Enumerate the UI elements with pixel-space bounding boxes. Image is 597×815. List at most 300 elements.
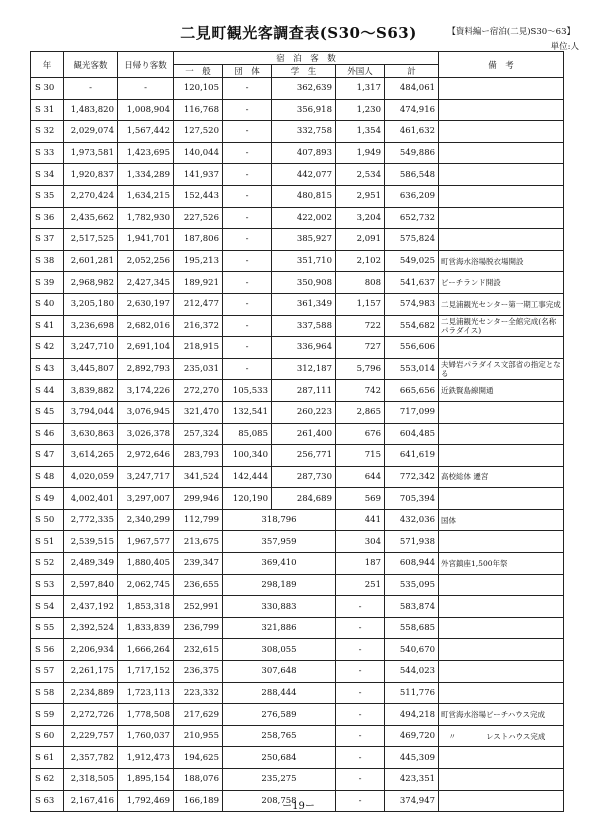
cell-total: 558,685 — [385, 617, 439, 639]
cell-group-student: 276,589 — [223, 704, 336, 726]
cell-day-trip: 3,297,007 — [118, 488, 174, 510]
cell-total: 445,309 — [385, 747, 439, 769]
cell-student: 287,730 — [272, 466, 336, 488]
cell-visitors: 2,435,662 — [64, 207, 118, 229]
table-row — [31, 337, 564, 359]
cell-group: - — [223, 250, 272, 272]
cell-year: S 45 — [31, 401, 64, 423]
cell-group: - — [223, 207, 272, 229]
cell-day-trip: 1,760,037 — [118, 725, 174, 747]
table-row — [31, 315, 564, 337]
cell-foreign: 569 — [336, 488, 385, 510]
cell-year: S 34 — [31, 164, 64, 186]
cell-student: 336,964 — [272, 337, 336, 359]
cell-group-student: 307,648 — [223, 661, 336, 683]
cell-visitors: 2,392,524 — [64, 617, 118, 639]
cell-day-trip: 1,717,152 — [118, 661, 174, 683]
cell-year: S 35 — [31, 185, 64, 207]
cell-foreign: - — [336, 747, 385, 769]
cell-general: 236,375 — [174, 661, 223, 683]
cell-day-trip: 2,682,016 — [118, 315, 174, 337]
cell-foreign: - — [336, 725, 385, 747]
cell-year: S 33 — [31, 142, 64, 164]
cell-visitors: - — [64, 78, 118, 100]
cell-group-student: 208,758 — [223, 790, 336, 812]
cell-group: 85,085 — [223, 423, 272, 445]
cell-total: 652,732 — [385, 207, 439, 229]
cell-visitors: 2,489,349 — [64, 553, 118, 575]
cell-foreign: 1,949 — [336, 142, 385, 164]
cell-visitors: 2,272,726 — [64, 704, 118, 726]
cell-total: 556,606 — [385, 337, 439, 359]
cell-foreign: - — [336, 661, 385, 683]
cell-total: 494,218 — [385, 704, 439, 726]
header-foreign: 外国人 — [336, 65, 385, 78]
cell-group: - — [223, 272, 272, 294]
table-row — [31, 445, 564, 467]
table-row — [31, 574, 564, 596]
cell-general: 120,105 — [174, 78, 223, 100]
cell-group: 142,444 — [223, 466, 272, 488]
cell-total: 540,670 — [385, 639, 439, 661]
cell-day-trip: 2,427,345 — [118, 272, 174, 294]
cell-foreign: 715 — [336, 445, 385, 467]
cell-visitors: 3,205,180 — [64, 293, 118, 315]
cell-general: 166,189 — [174, 790, 223, 812]
cell-total: 484,061 — [385, 78, 439, 100]
cell-group-student: 258,765 — [223, 725, 336, 747]
cell-general: 341,524 — [174, 466, 223, 488]
table-row — [31, 142, 564, 164]
table-row — [31, 704, 564, 726]
cell-visitors: 1,973,581 — [64, 142, 118, 164]
table-row — [31, 250, 564, 272]
cell-general: 223,332 — [174, 682, 223, 704]
cell-remarks — [439, 142, 564, 164]
cell-year: S 31 — [31, 99, 64, 121]
cell-year: S 54 — [31, 596, 64, 618]
cell-total: 608,944 — [385, 553, 439, 575]
cell-visitors: 2,318,505 — [64, 769, 118, 791]
cell-group: 132,541 — [223, 401, 272, 423]
cell-day-trip: 1,334,289 — [118, 164, 174, 186]
cell-day-trip: 2,052,256 — [118, 250, 174, 272]
cell-group: 105,533 — [223, 380, 272, 402]
cell-visitors: 3,614,265 — [64, 445, 118, 467]
reference-label: 【資料編ー宿泊(二見)S30〜63】 — [447, 27, 575, 37]
cell-remarks — [439, 488, 564, 510]
cell-year: S 46 — [31, 423, 64, 445]
cell-remarks — [439, 164, 564, 186]
cell-year: S 55 — [31, 617, 64, 639]
table-row — [31, 293, 564, 315]
cell-student: 337,588 — [272, 315, 336, 337]
table-row — [31, 121, 564, 143]
cell-day-trip: 1,634,215 — [118, 185, 174, 207]
cell-day-trip: 1,723,113 — [118, 682, 174, 704]
cell-year: S 39 — [31, 272, 64, 294]
cell-year: S 61 — [31, 747, 64, 769]
cell-year: S 38 — [31, 250, 64, 272]
cell-general: 188,076 — [174, 769, 223, 791]
cell-group-student: 357,959 — [223, 531, 336, 553]
cell-remarks — [439, 639, 564, 661]
cell-foreign: 251 — [336, 574, 385, 596]
cell-day-trip: 1,423,695 — [118, 142, 174, 164]
cell-general: 257,324 — [174, 423, 223, 445]
table-row — [31, 639, 564, 661]
header-group: 団 体 — [223, 65, 272, 78]
cell-visitors: 1,920,837 — [64, 164, 118, 186]
cell-foreign: 5,796 — [336, 358, 385, 380]
cell-foreign: 2,102 — [336, 250, 385, 272]
cell-general: 252,991 — [174, 596, 223, 618]
cell-student: 407,893 — [272, 142, 336, 164]
cell-remarks: 外宮鎮座1,500年祭 — [439, 553, 564, 575]
cell-general: 321,470 — [174, 401, 223, 423]
cell-total: 604,485 — [385, 423, 439, 445]
cell-day-trip: 1,792,469 — [118, 790, 174, 812]
cell-visitors: 2,597,840 — [64, 574, 118, 596]
cell-general: 236,655 — [174, 574, 223, 596]
table-row — [31, 401, 564, 423]
cell-day-trip: 1,782,930 — [118, 207, 174, 229]
cell-group-student: 235,275 — [223, 769, 336, 791]
cell-year: S 53 — [31, 574, 64, 596]
table-body — [31, 78, 564, 812]
cell-general: 218,915 — [174, 337, 223, 359]
cell-total: 772,342 — [385, 466, 439, 488]
cell-student: 256,771 — [272, 445, 336, 467]
cell-visitors: 4,020,059 — [64, 466, 118, 488]
cell-remarks — [439, 207, 564, 229]
cell-group-student: 288,444 — [223, 682, 336, 704]
cell-remarks — [439, 596, 564, 618]
cell-day-trip: 1,895,154 — [118, 769, 174, 791]
cell-visitors: 3,445,807 — [64, 358, 118, 380]
table-row — [31, 272, 564, 294]
cell-foreign: 2,091 — [336, 229, 385, 251]
cell-remarks: 国体 — [439, 509, 564, 531]
cell-day-trip: 1,567,442 — [118, 121, 174, 143]
cell-remarks: 高校総体 遷宮 — [439, 466, 564, 488]
cell-group-student: 321,886 — [223, 617, 336, 639]
cell-total: 474,916 — [385, 99, 439, 121]
cell-general: 116,768 — [174, 99, 223, 121]
cell-foreign: 727 — [336, 337, 385, 359]
header-total: 計 — [385, 65, 439, 78]
table-row — [31, 185, 564, 207]
cell-remarks — [439, 229, 564, 251]
cell-year: S 42 — [31, 337, 64, 359]
table-row — [31, 78, 564, 100]
cell-general: 235,031 — [174, 358, 223, 380]
cell-general: 141,937 — [174, 164, 223, 186]
cell-total: 544,023 — [385, 661, 439, 683]
cell-year: S 50 — [31, 509, 64, 531]
cell-student: 385,927 — [272, 229, 336, 251]
cell-visitors: 2,261,175 — [64, 661, 118, 683]
cell-year: S 43 — [31, 358, 64, 380]
header-lodging: 宿 泊 客 数 — [174, 52, 439, 65]
cell-group: - — [223, 99, 272, 121]
cell-student: 287,111 — [272, 380, 336, 402]
cell-visitors: 2,029,074 — [64, 121, 118, 143]
cell-visitors: 2,437,192 — [64, 596, 118, 618]
cell-student: 422,002 — [272, 207, 336, 229]
table-row — [31, 380, 564, 402]
cell-remarks — [439, 78, 564, 100]
cell-day-trip: - — [118, 78, 174, 100]
cell-foreign: 2,951 — [336, 185, 385, 207]
cell-foreign: 722 — [336, 315, 385, 337]
cell-year: S 56 — [31, 639, 64, 661]
cell-general: 236,799 — [174, 617, 223, 639]
cell-foreign: 808 — [336, 272, 385, 294]
cell-foreign: 644 — [336, 466, 385, 488]
cell-day-trip: 2,340,299 — [118, 509, 174, 531]
cell-remarks — [439, 682, 564, 704]
cell-remarks — [439, 121, 564, 143]
unit-label: 単位:人 — [550, 42, 579, 52]
cell-remarks — [439, 617, 564, 639]
cell-general: 112,799 — [174, 509, 223, 531]
cell-total: 636,209 — [385, 185, 439, 207]
cell-day-trip: 3,026,378 — [118, 423, 174, 445]
cell-total: 641,619 — [385, 445, 439, 467]
cell-foreign: - — [336, 682, 385, 704]
header-year: 年 — [31, 52, 64, 78]
table-row — [31, 207, 564, 229]
cell-total: 575,824 — [385, 229, 439, 251]
cell-total: 511,776 — [385, 682, 439, 704]
table-row — [31, 358, 564, 380]
cell-group: - — [223, 293, 272, 315]
cell-student: 351,710 — [272, 250, 336, 272]
cell-foreign: 1,354 — [336, 121, 385, 143]
cell-year: S 59 — [31, 704, 64, 726]
visitor-table — [30, 51, 564, 812]
cell-year: S 36 — [31, 207, 64, 229]
cell-visitors: 3,247,710 — [64, 337, 118, 359]
cell-foreign: 304 — [336, 531, 385, 553]
cell-visitors: 2,968,982 — [64, 272, 118, 294]
cell-year: S 47 — [31, 445, 64, 467]
header-general: 一 般 — [174, 65, 223, 78]
table-row — [31, 509, 564, 531]
cell-day-trip: 2,691,104 — [118, 337, 174, 359]
cell-student: 312,187 — [272, 358, 336, 380]
cell-student: 442,077 — [272, 164, 336, 186]
cell-remarks — [439, 423, 564, 445]
cell-foreign: 1,157 — [336, 293, 385, 315]
cell-general: 212,477 — [174, 293, 223, 315]
cell-year: S 57 — [31, 661, 64, 683]
table-row — [31, 531, 564, 553]
cell-group: - — [223, 185, 272, 207]
cell-day-trip: 1,853,318 — [118, 596, 174, 618]
cell-remarks: 〃 レストハウス完成 — [439, 725, 564, 747]
cell-total: 554,682 — [385, 315, 439, 337]
cell-total: 705,394 — [385, 488, 439, 510]
cell-visitors: 3,794,044 — [64, 401, 118, 423]
cell-visitors: 2,270,424 — [64, 185, 118, 207]
cell-general: 213,675 — [174, 531, 223, 553]
cell-remarks — [439, 401, 564, 423]
cell-year: S 44 — [31, 380, 64, 402]
cell-general: 283,793 — [174, 445, 223, 467]
cell-year: S 63 — [31, 790, 64, 812]
cell-student: 361,349 — [272, 293, 336, 315]
header-remarks: 備 考 — [439, 52, 564, 78]
table-row — [31, 769, 564, 791]
cell-student: 284,689 — [272, 488, 336, 510]
cell-remarks — [439, 337, 564, 359]
table-row — [31, 596, 564, 618]
cell-foreign: - — [336, 596, 385, 618]
cell-student: 350,908 — [272, 272, 336, 294]
cell-student: 332,758 — [272, 121, 336, 143]
cell-group-student: 318,796 — [223, 509, 336, 531]
cell-remarks: 夫婦岩パラダイス文部省の指定となる — [439, 358, 564, 380]
page-number: ー19ー — [282, 801, 315, 812]
cell-group: - — [223, 315, 272, 337]
cell-foreign: 2,865 — [336, 401, 385, 423]
cell-total: 571,938 — [385, 531, 439, 553]
cell-total: 535,095 — [385, 574, 439, 596]
cell-student: 362,639 — [272, 78, 336, 100]
cell-visitors: 2,206,934 — [64, 639, 118, 661]
table-row — [31, 488, 564, 510]
cell-day-trip: 1,778,508 — [118, 704, 174, 726]
cell-day-trip: 3,247,717 — [118, 466, 174, 488]
cell-general: 272,270 — [174, 380, 223, 402]
table-row — [31, 661, 564, 683]
cell-foreign: 1,230 — [336, 99, 385, 121]
cell-visitors: 1,483,820 — [64, 99, 118, 121]
cell-total: 717,099 — [385, 401, 439, 423]
cell-general: 216,372 — [174, 315, 223, 337]
cell-group: - — [223, 164, 272, 186]
cell-student: 261,400 — [272, 423, 336, 445]
cell-foreign: 3,204 — [336, 207, 385, 229]
cell-remarks — [439, 185, 564, 207]
cell-total: 432,036 — [385, 509, 439, 531]
cell-remarks — [439, 445, 564, 467]
cell-day-trip: 1,880,405 — [118, 553, 174, 575]
cell-group: - — [223, 121, 272, 143]
cell-visitors: 2,772,335 — [64, 509, 118, 531]
cell-total: 423,351 — [385, 769, 439, 791]
cell-remarks: 二見浦観光センター第一期工事完成 — [439, 293, 564, 315]
cell-remarks — [439, 769, 564, 791]
cell-total: 586,548 — [385, 164, 439, 186]
cell-group: - — [223, 358, 272, 380]
cell-total: 665,656 — [385, 380, 439, 402]
cell-visitors: 3,839,882 — [64, 380, 118, 402]
cell-remarks — [439, 531, 564, 553]
cell-group: - — [223, 78, 272, 100]
cell-year: S 41 — [31, 315, 64, 337]
cell-group: - — [223, 142, 272, 164]
cell-day-trip: 1,912,473 — [118, 747, 174, 769]
cell-group-student: 250,684 — [223, 747, 336, 769]
cell-total: 461,632 — [385, 121, 439, 143]
cell-general: 195,213 — [174, 250, 223, 272]
cell-foreign: - — [336, 617, 385, 639]
cell-day-trip: 3,076,945 — [118, 401, 174, 423]
header-day-trip: 日帰り客数 — [118, 52, 174, 78]
cell-group-student: 369,410 — [223, 553, 336, 575]
cell-remarks: 町営海水浴場脱衣場開設 — [439, 250, 564, 272]
cell-group: - — [223, 337, 272, 359]
cell-remarks: 近鉄賢島線開通 — [439, 380, 564, 402]
cell-general: 189,921 — [174, 272, 223, 294]
cell-remarks — [439, 661, 564, 683]
cell-visitors: 2,234,889 — [64, 682, 118, 704]
cell-general: 210,955 — [174, 725, 223, 747]
cell-year: S 37 — [31, 229, 64, 251]
cell-total: 549,025 — [385, 250, 439, 272]
cell-day-trip: 1,941,701 — [118, 229, 174, 251]
cell-day-trip: 1,967,577 — [118, 531, 174, 553]
cell-visitors: 4,002,401 — [64, 488, 118, 510]
cell-day-trip: 1,833,839 — [118, 617, 174, 639]
cell-remarks: 町営海水浴場ビーチハウス完成 — [439, 704, 564, 726]
cell-total: 541,637 — [385, 272, 439, 294]
cell-remarks: ビーチランド開設 — [439, 272, 564, 294]
cell-foreign: 187 — [336, 553, 385, 575]
cell-foreign: - — [336, 790, 385, 812]
cell-visitors: 2,601,281 — [64, 250, 118, 272]
cell-year: S 48 — [31, 466, 64, 488]
cell-student: 356,918 — [272, 99, 336, 121]
cell-day-trip: 2,972,646 — [118, 445, 174, 467]
cell-general: 239,347 — [174, 553, 223, 575]
cell-group-student: 308,055 — [223, 639, 336, 661]
table-row — [31, 423, 564, 445]
cell-remarks — [439, 747, 564, 769]
table-row — [31, 164, 564, 186]
cell-year: S 58 — [31, 682, 64, 704]
cell-student: 260,223 — [272, 401, 336, 423]
cell-general: 127,520 — [174, 121, 223, 143]
cell-group-student: 330,883 — [223, 596, 336, 618]
cell-group: 100,340 — [223, 445, 272, 467]
cell-foreign: 441 — [336, 509, 385, 531]
table-row — [31, 682, 564, 704]
cell-foreign: 1,317 — [336, 78, 385, 100]
cell-day-trip: 1,666,264 — [118, 639, 174, 661]
page-title: 二見町観光客調査表(S30〜S63) — [180, 24, 417, 42]
cell-foreign: - — [336, 704, 385, 726]
cell-student: 480,815 — [272, 185, 336, 207]
cell-group: - — [223, 229, 272, 251]
cell-total: 574,983 — [385, 293, 439, 315]
cell-year: S 52 — [31, 553, 64, 575]
cell-day-trip: 1,008,904 — [118, 99, 174, 121]
cell-year: S 30 — [31, 78, 64, 100]
cell-general: 140,044 — [174, 142, 223, 164]
cell-year: S 49 — [31, 488, 64, 510]
table-row — [31, 466, 564, 488]
cell-total: 583,874 — [385, 596, 439, 618]
cell-visitors: 2,517,525 — [64, 229, 118, 251]
table-row — [31, 229, 564, 251]
cell-general: 227,526 — [174, 207, 223, 229]
cell-general: 217,629 — [174, 704, 223, 726]
cell-year: S 60 — [31, 725, 64, 747]
